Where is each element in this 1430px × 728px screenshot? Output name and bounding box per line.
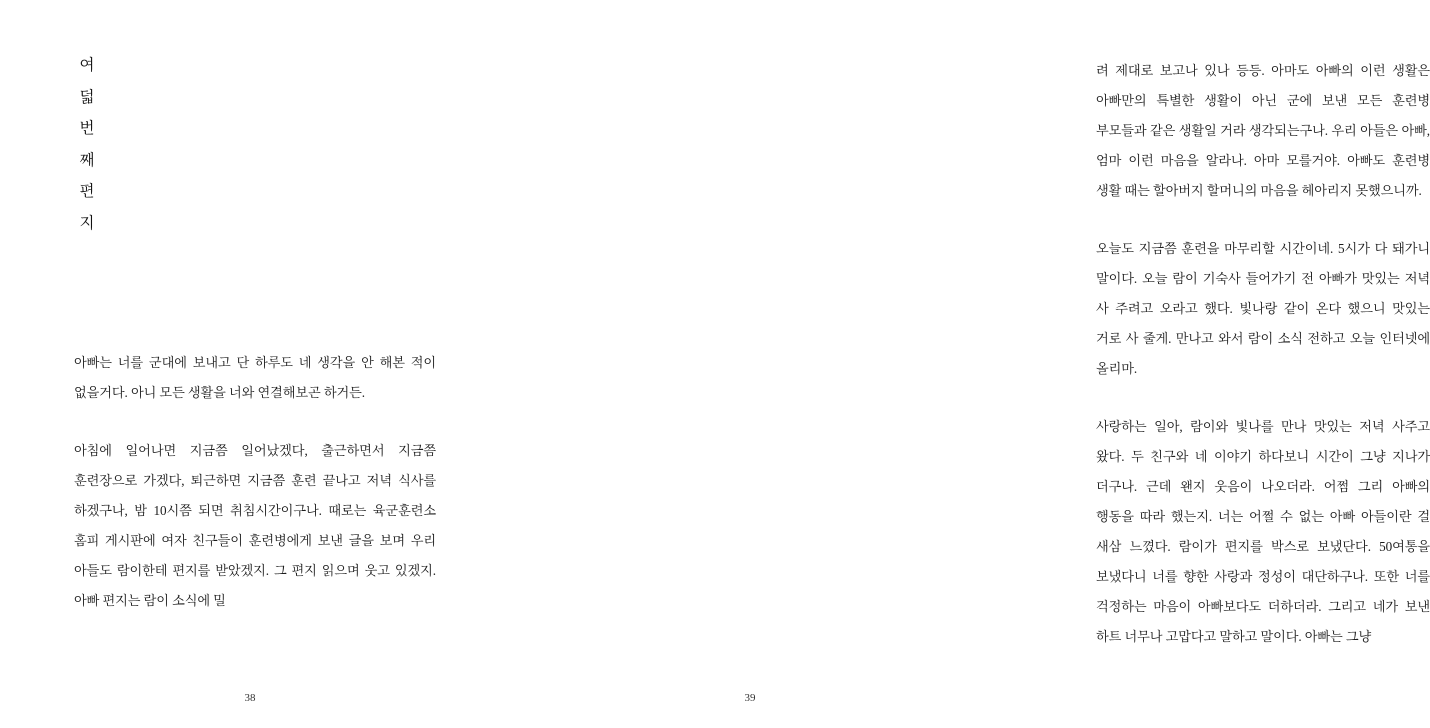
paragraph: 아빠는 너를 군대에 보내고 단 하루도 네 생각을 안 해본 적이 없을거다. 아니 모든 생활을 너와 연결해보곤 하거든. [74, 355, 436, 400]
chapter-title-vertical [74, 58, 100, 247]
paragraph: 려 제대로 보고나 있나 등등. 아마도 아빠의 이런 생활은 아빠만의 특별한 생활이 아닌 군에 보낸 모든 훈련병 부모들과 같은 생활일 거라 생각되는구나. 우리 아들은 아빠, 엄마 이런 마음을 알라나. 아마 모를거야. 아빠도 훈련병 생활 때는 할아버지 할머니의 마음을 헤아리지 못했으니까. [1096, 63, 1430, 198]
paragraph: 오늘도 지금쯤 훈련을 마무리할 시간이네. 5시가 다 돼가니 말이다. 오늘 람이 기숙사 들어가기 전 아빠가 맛있는 저녁 사 주려고 오라고 했다. 빛나랑 같이 온다 했으니 맛있는 거로 사 줄게. 만나고 와서 람이 소식 전하고 오늘 인터넷에 올리마. [1096, 241, 1430, 376]
chapter-title-char: 번 [79, 120, 95, 137]
chapter-title-char: 편 [79, 183, 95, 200]
paragraph: 아침에 일어나면 지금쯤 일어났겠다, 출근하면서 지금쯤 훈련장으로 가겠다, 퇴근하면 지금쯤 훈련 끝나고 저녁 식사를 하겠구나, 밤 10시쯤 되면 취침시간이구나. 때로는 육군훈련소 홈피 게시판에 여자 친구들이 훈련병에게 보낸 글을 보며 우리 아들도 람이한테 편지를 받았겠지. 그 편지 읽으며 웃고 있겠지. 아빠 편지는 람이 소식에 밀 [74, 443, 436, 608]
page-left [0, 0, 500, 728]
left-page-body [74, 348, 436, 616]
chapter-title-char: 덟 [79, 88, 95, 106]
chapter-title-char: 째 [79, 151, 95, 169]
chapter-title-char: 지 [79, 214, 95, 232]
right-page-body [1096, 56, 1430, 652]
page-number-right: 39 [744, 692, 756, 704]
chapter-title-char: 여 [79, 57, 95, 74]
page-right [500, 0, 1430, 728]
page-number-left: 38 [244, 692, 256, 704]
paragraph: 사랑하는 일아, 람이와 빛나를 만나 맛있는 저녁 사주고 왔다. 두 친구와 네 이야기 하다보니 시간이 그냥 지나가 더구나. 근데 왠지 웃음이 나오더라. 어쩜 그리 아빠의 행동을 따라 했는지. 너는 어쩔 수 없는 아빠 아들이란 걸 새삼 느꼈다. 람이가 편지를 박스로 보냈단다. 50여통을 보냈다니 너를 향한 사랑과 정성이 대단하구나. 또한 너를 걱정하는 마음이 아빠보다도 더하더라. 그리고 네가 보낸 하트 너무나 고맙다고 말하고 말이다. 아빠는 그냥 [1096, 419, 1430, 644]
